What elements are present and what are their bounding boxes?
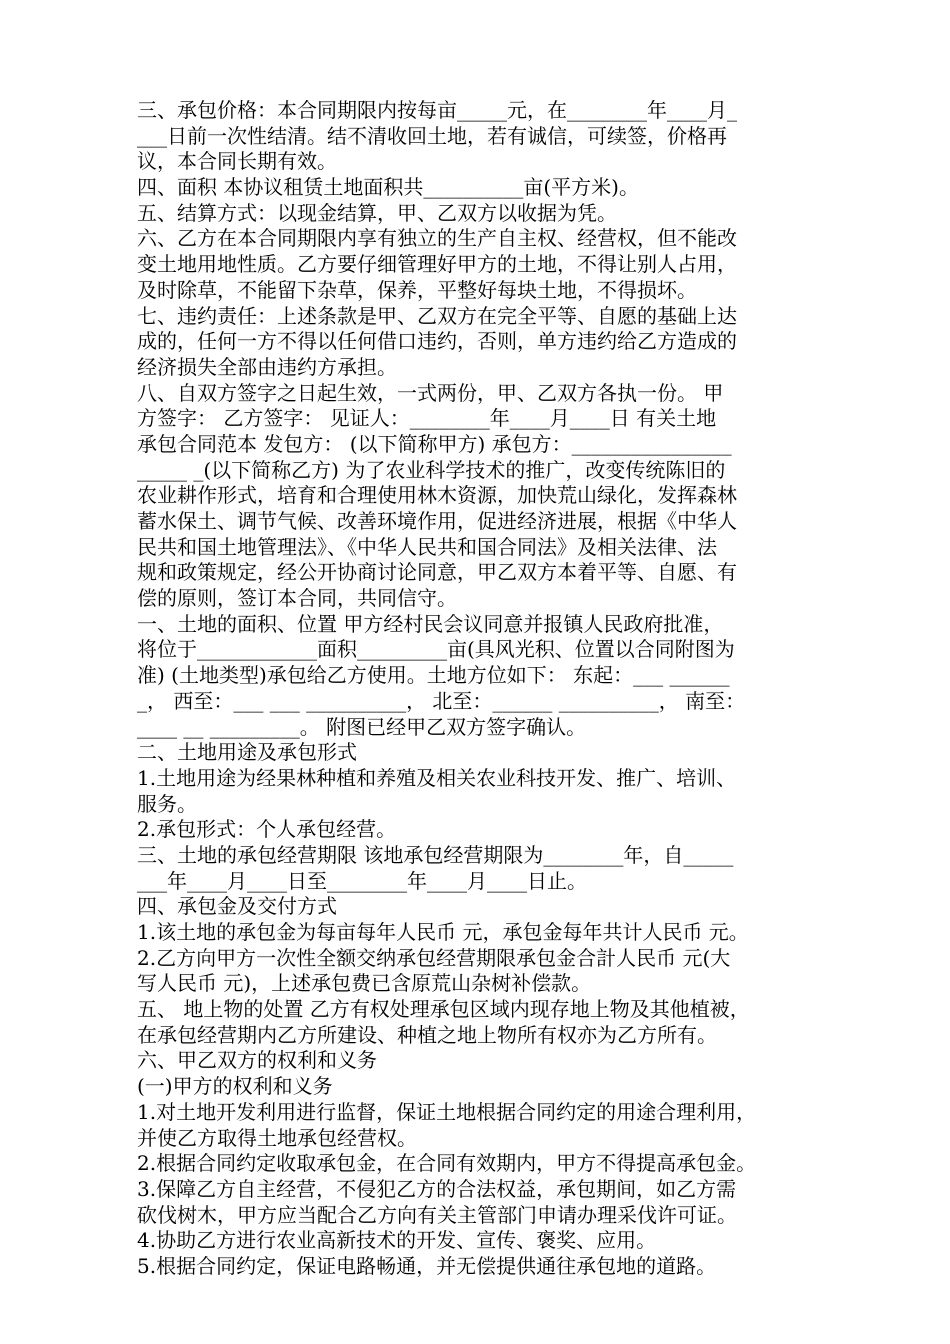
text-line: 五、结算方式：以现金结算，甲、乙双方以收据为凭。: [137, 200, 617, 225]
text-line: 写人民币 元)，上述承包费已含原荒山杂树补偿款。: [137, 971, 592, 996]
text-line: 六、乙方在本合同期限内享有独立的生产自主权、经营权，但不能改: [137, 226, 737, 251]
text-line: ___年____月____日至________年____月____日止。: [137, 868, 587, 893]
text-line: 2.乙方向甲方一次性全额交纳承包经营期限承包金合計人民币 元(大: [137, 945, 731, 970]
text-line: 农业耕作形式，培育和合理使用林木资源，加快荒山绿化，发挥森林: [137, 483, 737, 508]
text-line: 规和政策规定，经公开协商讨论同意，甲乙双方本着平等、自愿、有: [137, 560, 737, 585]
text-line: 经济损失全部由违约方承担。: [137, 354, 397, 379]
text-line: 1.土地用途为经果林种植和养殖及相关农业科技开发、推广、培训、: [137, 765, 737, 790]
text-line: 2.承包形式：个人承包经营。: [137, 817, 397, 842]
text-line: 五、 地上物的处置 乙方有权处理承包区域内现存地上物及其他植被，: [137, 997, 750, 1022]
text-line: 在承包经营期内乙方所建设、种植之地上物所有权亦为乙方所有。: [137, 1022, 717, 1047]
text-line: 及时除草，不能留下杂草，保养，平整好每块土地，不得损坏。: [137, 277, 697, 302]
text-line: _____ _(以下简称乙方) 为了农业科学技术的推广，改变传统陈旧的: [137, 457, 726, 482]
text-line: 八、自双方签字之日起生效，一式两份，甲、乙双方各执一份。 甲: [137, 380, 724, 405]
text-line: 议，本合同长期有效。: [137, 149, 337, 174]
text-line: 2.根据合同约定收取承包金，在合同有效期内，甲方不得提高承包金。: [137, 1151, 757, 1176]
text-line: 一、土地的面积、位置 甲方经村民会议同意并报镇人民政府批准，: [137, 611, 724, 636]
text-line: 四、承包金及交付方式: [137, 894, 337, 919]
text-line: 变土地用地性质。乙方要仔细管理好甲方的土地，不得让别人占用，: [137, 252, 737, 277]
text-line: 成的，任何一方不得以任何借口违约，否则，单方违约给乙方造成的: [137, 329, 737, 354]
text-line: ____ __ _________。 附图已经甲乙双方签字确认。: [137, 714, 587, 739]
text-line: 4.协助乙方进行农业高新技术的开发、宣传、褒奖、应用。: [137, 1228, 657, 1253]
text-line: 3.保障乙方自主经营，不侵犯乙方的合法权益，承包期间，如乙方需: [137, 1176, 737, 1201]
text-line: 承包合同范本 发包方： (以下简称甲方) 承包方：________________: [137, 431, 732, 456]
text-line: 七、违约责任：上述条款是甲、乙双方在完全平等、自愿的基础上达: [137, 303, 737, 328]
text-line: 准) (土地类型)承包给乙方使用。土地方位如下： 东起：___ ______: [137, 663, 730, 688]
text-line: 偿的原则，签订本合同，共同信守。: [137, 586, 457, 611]
text-line: 并使乙方取得土地承包经营权。: [137, 1125, 417, 1150]
text-line: 服务。: [137, 791, 197, 816]
text-line: 5.根据合同约定，保证电路畅通，并无偿提供通往承包地的道路。: [137, 1253, 717, 1278]
text-line: 蓄水保土、调节气候、改善环境作用，促进经济进展，根据《中华人: [137, 509, 737, 533]
text-line: 1.对土地开发利用进行监督，保证土地根据合同约定的用途合理利用，: [137, 1099, 757, 1124]
text-line: 二、土地用途及承包形式: [137, 740, 357, 765]
text-line: 四、面积 本协议租赁土地面积共__________亩(平方米)。: [137, 175, 639, 200]
text-line: 民共和国土地管理法》、《中华人民共和国合同法》及相关法律、法: [137, 534, 717, 559]
text-line: (一)甲方的权利和义务: [137, 1074, 333, 1099]
text-line: 1.该土地的承包金为每亩每年人民币 元，承包金每年共计人民币 元。: [137, 920, 749, 944]
text-line: 将位于____________面积_________亩(具风光积、位置以合同附图为: [137, 637, 735, 662]
text-line: 六、甲乙双方的权利和义务: [137, 1048, 377, 1073]
text-line: 方签字： 乙方签字： 见证人：________年____月____日 有关土地: [137, 406, 717, 431]
text-line: _， 西至：___ ___ __________， 北至：______ __________， 南至：: [137, 688, 746, 713]
text-line: ___日前一次性结清。结不清收回土地，若有诚信，可续签，价格再: [137, 123, 727, 148]
text-line: 三、承包价格：本合同期限内按每亩_____元，在________年____月_: [137, 98, 737, 122]
text-line: 砍伐树木，甲方应当配合乙方向有关主管部门申请办理采伐许可证。: [137, 1202, 737, 1227]
text-line: 三、土地的承包经营期限 该地承包经营期限为________年，自_____: [137, 842, 734, 867]
